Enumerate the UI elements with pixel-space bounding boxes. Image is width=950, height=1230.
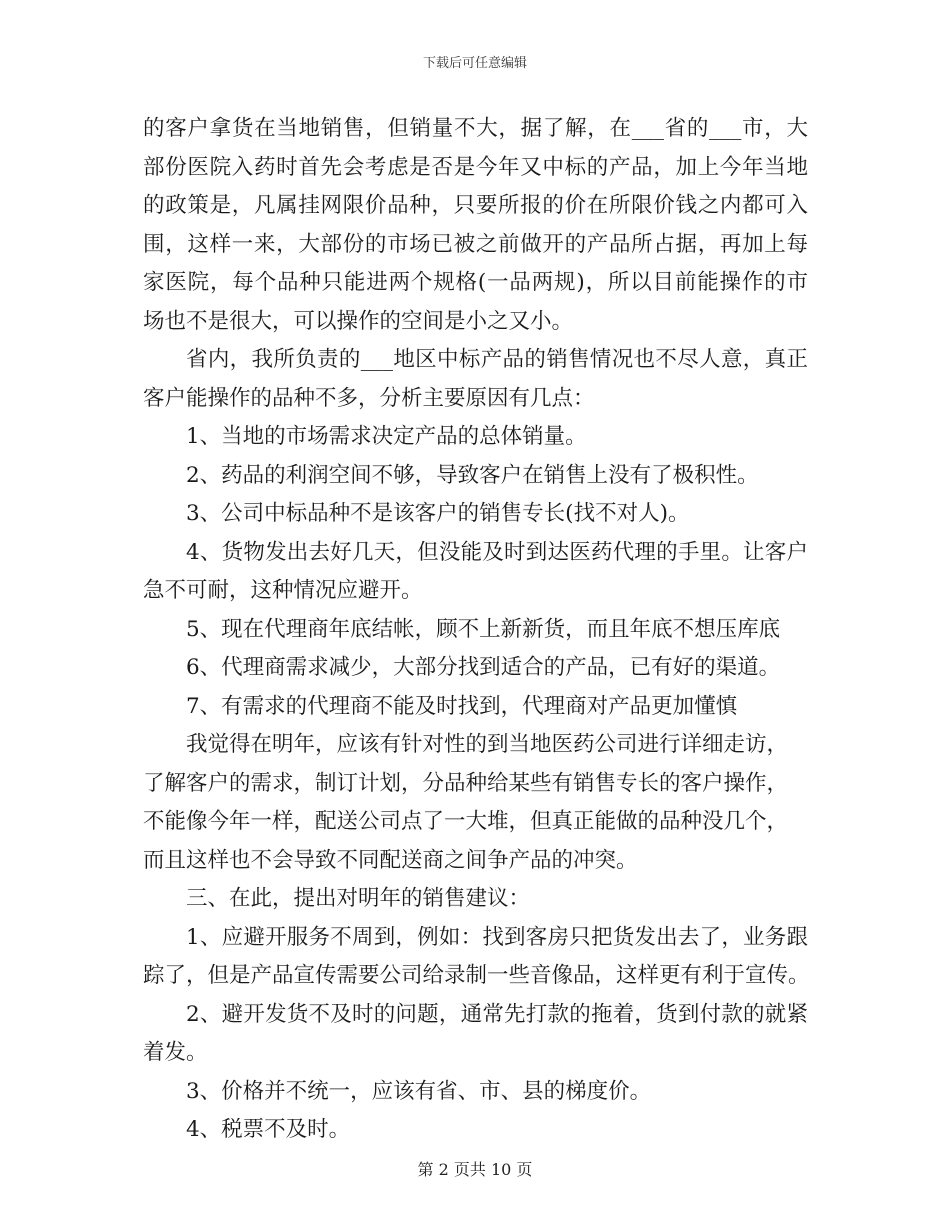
text-line: 2、药品的利润空间不够，导致客户在销售上没有了极积性。	[186, 462, 759, 488]
text-line: 5、现在代理商年底结帐，顾不上新新货，而且年底不想压库底	[186, 616, 781, 642]
text-line: 场也不是很大，可以操作的空间是小之又小。	[143, 308, 574, 334]
text-line: 省内，我所负责的___地区中标产品的销售情况也不尽人意，真正	[186, 347, 808, 372]
text-line: 1、应避开服务不周到，例如：找到客房只把货发出去了，业务跟	[186, 924, 808, 950]
text-line: 客户能操作的品种不多，分析主要原因有几点：	[143, 385, 595, 411]
page-footer: 第 2 页共 10 页	[417, 1160, 533, 1179]
text-line: 2、避开发货不及时的问题，通常先打款的拖着，货到付款的就紧	[186, 1001, 808, 1027]
text-line: 急不可耐，这种情况应避开。	[143, 578, 423, 603]
text-line: 我觉得在明年，应该有针对性的到当地医药公司进行详细走访，	[186, 732, 789, 757]
text-line: 3、公司中标品种不是该客户的销售专长(找不对人)。	[186, 501, 690, 526]
text-line: 4、货物发出去好几天，但没能及时到达医药代理的手里。让客户	[186, 539, 808, 565]
text-line: 不能像今年一样，配送公司点了一大堆，但真正能做的品种没几个，	[143, 809, 789, 834]
text-line: 围，这样一来，大部份的市场已被之前做开的产品所占据，再加上每	[143, 231, 808, 257]
text-line: 家医院，每个品种只能进两个规格(一品两规)，所以目前能操作的市	[143, 270, 808, 295]
text-line: 部份医院入药时首先会考虑是否是今年又中标的产品，加上今年当地	[143, 154, 808, 180]
text-line: 6、代理商需求减少，大部分找到适合的产品，已有好的渠道。	[186, 655, 781, 680]
document-body	[143, 110, 808, 1150]
text-line: 三、在此，提出对明年的销售建议：	[186, 886, 531, 911]
text-line: 而且这样也不会导致不同配送商之间争产品的冲突。	[143, 847, 638, 873]
text-line: 着发。	[143, 1040, 208, 1065]
text-line: 1、当地的市场需求决定产品的总体销量。	[186, 424, 587, 449]
text-line: 的政策是，凡属挂网限价品种，只要所报的价在所限价钱之内都可入	[143, 193, 808, 218]
text-line: 4、税票不及时。	[186, 1117, 351, 1142]
page-header: 下载后可任意编辑	[422, 56, 527, 71]
text-line: 3、价格并不统一，应该有省、市、县的梯度价。	[186, 1078, 652, 1104]
text-line: 7、有需求的代理商不能及时找到，代理商对产品更加懂慎	[186, 693, 738, 719]
text-line: 的客户拿货在当地销售，但销量不大，据了解，在___省的___市，大	[143, 116, 808, 141]
text-line: 了解客户的需求，制订计划，分品种给某些有销售专长的客户操作，	[143, 770, 789, 796]
text-line: 踪了，但是产品宣传需要公司给录制一些音像品，这样更有利于宣传。	[143, 963, 810, 988]
